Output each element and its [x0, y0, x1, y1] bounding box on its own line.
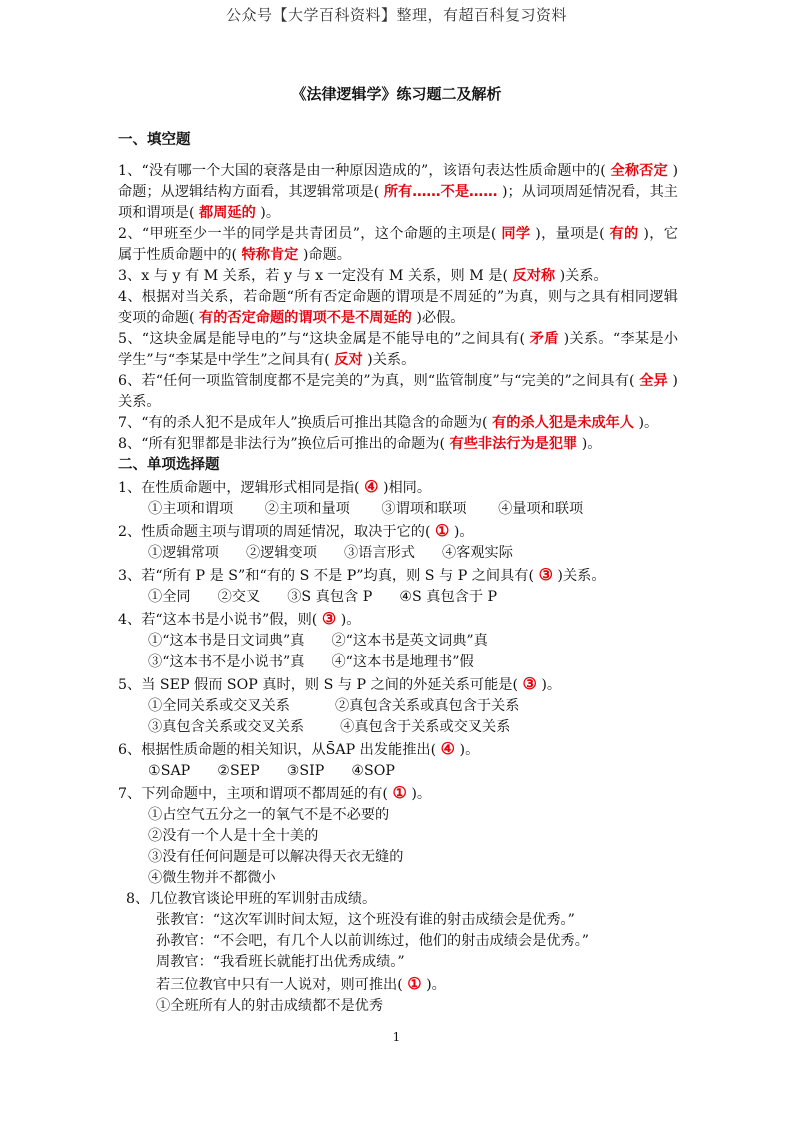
option-item: ③没有任何问题是可以解决得天衣无缝的	[148, 849, 404, 865]
question-text: 2、“甲班至少一半的同学是共青团员”，这个命题的主项是(	[118, 226, 497, 242]
question-stem: 6、根据性质命题的相关知识，从S̄AP 出发能推出(	[118, 742, 437, 758]
question-text: )关系。	[118, 373, 678, 410]
question-text: )关系。“李某是小学生”与“李某是中学生”之间具有(	[118, 331, 679, 368]
choice-question-2	[118, 520, 678, 564]
question-stem: 4、若“这本书是小说书”假，则(	[118, 612, 318, 628]
question-text: )。	[638, 415, 659, 431]
fill-question-4	[118, 287, 678, 329]
question-text: )关系。	[559, 268, 608, 284]
answer-text: 有些非法行为是犯罪	[449, 436, 578, 452]
dialogue-line: 孙教官：“不会吧，有几个人以前训练过，他们的射击成绩会是优秀。”	[156, 933, 590, 949]
question-stem: 5、当 SEP 假而 SOP 真时，则 S 与 P 之间的外延关系可能是(	[118, 677, 518, 693]
fill-question-5	[118, 329, 678, 371]
answer-text: 有的杀人犯是未成年人	[492, 415, 634, 431]
question-text: )命题。	[302, 247, 351, 263]
answer-text: 全异	[639, 373, 668, 389]
question-stem: 1、在性质命题中，逻辑形式相同是指(	[118, 480, 360, 496]
option-item: ①占空气五分之一的氧气不是不必要的	[148, 807, 390, 823]
question-text: )命题；从逻辑结构方面看，其逻辑常项是(	[118, 163, 678, 200]
fill-question-1	[118, 161, 678, 224]
document-title: 《法律逻辑学》练习题二及解析	[291, 85, 502, 103]
question-text: 6、若“任何一项监管制度都不是完美的”为真，则“监管制度”与“完美的”之间具有(	[118, 373, 635, 389]
answer-text: 矛盾	[529, 331, 559, 347]
answer-text: 全称否定	[610, 163, 668, 179]
question-stem: )。	[541, 677, 562, 693]
answer-circled-number: ④	[440, 739, 456, 758]
dialogue-line: 周教官：“我看班长就能打出优秀成绩。”	[156, 954, 405, 970]
fill-question-2	[118, 224, 678, 266]
question-stem: 3、若“所有 P 是 S”和“有的 S 不是 P”均真，则 S 与 P 之间具有(	[118, 568, 535, 584]
options-line: ①逻辑常项 ②逻辑变项 ③语言形式 ④客观实际	[148, 545, 513, 561]
question-text: 4、根据对当关系，若命题“所有否定命题的谓项是不周延的”为真，则与之具有相同逻辑变项的命题(	[118, 289, 678, 326]
question-stem: )。	[453, 524, 474, 540]
answer-text: 都周延的	[199, 205, 256, 221]
question-text: 3、x 与 y 有 M 关系，若 y 与 x 一定没有 M 关系，则 M 是(	[118, 268, 508, 284]
answer-text: 反对称	[512, 268, 556, 284]
question-text: )；从词项周延情况看，其主项和谓项是(	[118, 184, 678, 221]
options-line: ①全同关系或交叉关系 ②真包含关系或真包含于关系	[148, 698, 520, 714]
question-text: )，量项是(	[535, 226, 605, 242]
answer-text: 所有……不是……	[383, 184, 498, 200]
answer-text: 同学	[501, 226, 531, 242]
options-line: ①“这本书是日文词典”真 ②“这本书是英文词典”真	[148, 633, 488, 649]
option-item: ④微生物并不都微小	[148, 870, 276, 886]
choice-question-5	[118, 673, 678, 738]
choice-question-7	[118, 782, 678, 889]
question-text: )必假。	[416, 310, 465, 326]
question-text: )关系。	[367, 352, 416, 368]
answer-circled-number: ①	[392, 783, 407, 802]
choice-question-8	[118, 889, 678, 1017]
question-text: 8、“所有犯罪都是非法行为”换位后可推出的命题为(	[118, 436, 446, 452]
fill-question-6	[118, 371, 678, 413]
answer-circled-number: ③	[321, 609, 337, 628]
question-text: )。	[260, 205, 281, 221]
section-heading-single-choice: 二、单项选择题	[118, 457, 220, 473]
question-stem: )。	[426, 977, 446, 993]
answer-circled-number: ④	[364, 477, 379, 496]
answer-circled-number: ③	[522, 674, 537, 693]
options-line: ③真包含关系或交叉关系 ④真包含于关系或交叉关系	[148, 719, 511, 735]
question-text: )，它属于性质命题中的(	[118, 226, 678, 263]
choice-question-3	[118, 564, 678, 608]
answer-circled-number: ③	[538, 565, 553, 584]
question-stem: )。	[459, 742, 480, 758]
document-body	[118, 130, 678, 1017]
section-heading-fill-in: 一、填空题	[118, 132, 191, 148]
fill-question-3	[118, 266, 678, 287]
choice-question-4	[118, 608, 678, 673]
answer-text: 有的	[609, 226, 639, 242]
choice-question-1	[118, 476, 678, 520]
choice-question-6	[118, 738, 678, 782]
answer-text: 反对	[334, 352, 363, 368]
question-text: 7、“有的杀人犯不是成年人”换质后可推出其隐含的命题为(	[118, 415, 488, 431]
answer-circled-number: ①	[407, 974, 422, 993]
dialogue-line: 张教官：“这次军训时间太短，这个班没有谁的射击成绩会是优秀。”	[156, 912, 575, 928]
page-header-watermark: 公众号【大学百科资料】整理，有超百科复习资料	[225, 6, 567, 24]
fill-question-7	[118, 413, 678, 434]
option-item: ②没有一个人是十全十美的	[148, 828, 319, 844]
fill-question-8	[118, 434, 678, 455]
question-text: 1、“没有哪一个大国的衰落是由一种原因造成的”，该语句表达性质命题中的(	[118, 163, 606, 179]
question-stem: )相同。	[382, 480, 432, 496]
question-stem: )关系。	[557, 568, 606, 584]
answer-text: 有的否定命题的谓项不是不周延的	[199, 310, 412, 326]
question-text: )。	[581, 436, 602, 452]
options-line: ①全同 ②交叉 ③S 真包含 P ④S 真包含于 P	[148, 589, 498, 605]
question-stem: 2、性质命题主项与谓项的周延情况，取决于它的(	[118, 524, 431, 540]
question-stem: 若三位教官中只有一人说对，则可推出(	[156, 977, 403, 993]
question-stem: )。	[411, 786, 432, 802]
options-line: ③“这本书不是小说书”真 ④“这本书是地理书”假	[148, 654, 474, 670]
question-stem: 8、几位教官谈论甲班的军训射击成绩。	[126, 891, 377, 907]
question-stem: )。	[340, 612, 361, 628]
answer-circled-number: ①	[435, 521, 450, 540]
page-number: 1	[392, 1030, 401, 1044]
answer-text: 特称肯定	[241, 247, 299, 263]
options-line: ①主项和谓项 ②主项和量项 ③谓项和联项 ④量项和联项	[148, 501, 584, 517]
question-text: 5、“这块金属是能导电的”与“这块金属是不能导电的”之间具有(	[118, 331, 525, 347]
option-item: ①全班所有人的射击成绩都不是优秀	[156, 998, 384, 1014]
question-stem: 7、下列命题中，主项和谓项不都周延的有(	[118, 786, 388, 802]
options-line: ①SAP ②SEP ③SIP ④SOP	[148, 763, 395, 779]
